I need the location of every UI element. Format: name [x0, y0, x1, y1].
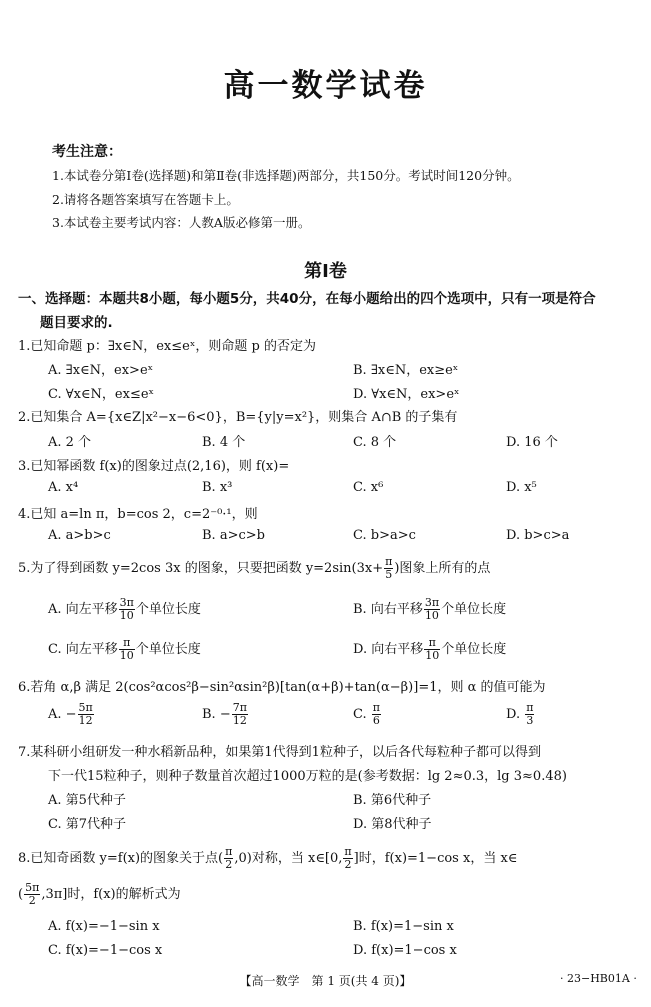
question-8-stem: 8.已知奇函数 y=f(x)的图象关于点( $\frac{\pi}{2}$ ,0)对称，当 x∈[0, $\frac{\pi}{2}$ ]时，f(x)=1−cos x，当 x∈ — [18, 845, 518, 871]
q2-option-c: C. 8 个 — [353, 435, 397, 450]
q6-option-b: B. − $\frac{7\pi}{12}$ — [202, 701, 247, 727]
question-1-stem: 1.已知命题 p：∃x∈N，ex≤eˣ，则命题 p 的否定为 — [18, 339, 316, 354]
q5-option-b: B. 向右平移 $\frac{3\pi}{10}$ 个单位长度 — [353, 596, 507, 622]
exam-code: · 23−HB01A · — [560, 972, 637, 985]
q6-option-a: A. − $\frac{5\pi}{12}$ — [48, 701, 93, 727]
q7-option-b: B. 第6代种子 — [353, 793, 432, 808]
q6-option-c: C. $\frac{\pi}{6}$ — [353, 701, 380, 727]
q8-option-c: C. f(x)=−1−cos x — [48, 943, 163, 958]
q4-option-d: D. b>c>a — [506, 528, 570, 543]
q2-option-b: B. 4 个 — [202, 435, 246, 450]
q3-option-d: D. x⁵ — [506, 480, 537, 495]
q1-option-a: A. ∃x∈N，ex>eˣ — [48, 363, 154, 378]
q8-option-a: A. f(x)=−1−sin x — [48, 919, 160, 934]
notice-heading: 考生注意： — [52, 144, 122, 160]
question-8-stem-cont: ( $\frac{5\pi}{2}$ ,3π]时，f(x)的解析式为 — [18, 881, 181, 907]
q3-option-c: C. x⁶ — [353, 480, 384, 495]
q6-option-d: D. $\frac{\pi}{3}$ — [506, 701, 534, 727]
question-2-stem: 2.已知集合 A={x∈Z|x²−x−6<0}，B={y|y=x²}，则集合 A∩B 的子集有 — [18, 410, 458, 425]
q8-option-d: D. f(x)=1−cos x — [353, 943, 457, 958]
q4-option-a: A. a>b>c — [48, 528, 111, 543]
page-footer: 【高一数学 第 1 页(共 4 页)】 — [239, 974, 412, 988]
q4-option-c: C. b>a>c — [353, 528, 416, 543]
q4-option-b: B. a>c>b — [202, 528, 265, 543]
q1-option-b: B. ∃x∈N，ex≥eˣ — [353, 363, 459, 378]
q1-option-d: D. ∀x∈N，ex>eˣ — [353, 387, 460, 402]
q3-option-a: A. x⁴ — [48, 480, 79, 495]
q7-option-d: D. 第8代种子 — [353, 817, 432, 832]
q2-option-d: D. 16 个 — [506, 435, 558, 450]
q7-option-a: A. 第5代种子 — [48, 793, 126, 808]
question-6-stem: 6.若角 α,β 满足 2(cos²αcos²β−sin²αsin²β)[tan(α+β)+tan(α−β)]=1，则 α 的值可能为 — [18, 680, 546, 695]
section-heading: 一、选择题：本题共8小题，每小题5分，共40分，在每小题给出的四个选项中，只有一项是符合 — [18, 291, 596, 307]
notice-item: 3.本试卷主要考试内容：人教A版必修第一册。 — [52, 215, 311, 230]
notice-item: 1.本试卷分第Ⅰ卷(选择题)和第Ⅱ卷(非选择题)两部分，共150分。考试时间120分钟。 — [52, 168, 520, 183]
notice-item: 2.请将各题答案填写在答题卡上。 — [52, 192, 239, 207]
q5-option-a: A. 向左平移 $\frac{3\pi}{10}$ 个单位长度 — [48, 596, 201, 622]
question-4-stem: 4.已知 a=ln π，b=cos 2，c=2⁻⁰·¹，则 — [18, 507, 258, 522]
q3-option-b: B. x³ — [202, 480, 233, 495]
part-title: 第Ⅰ卷 — [304, 261, 347, 282]
fraction: $\frac{\pi}{5}$ — [385, 555, 393, 581]
q1-option-c: C. ∀x∈N，ex≤eˣ — [48, 387, 155, 402]
page-title: 高一数学试卷 — [223, 68, 428, 104]
q5-option-d: D. 向右平移 $\frac{\pi}{10}$ 个单位长度 — [353, 636, 507, 662]
q5-option-c: C. 向左平移 $\frac{\pi}{10}$ 个单位长度 — [48, 636, 201, 662]
question-7-stem: 7.某科研小组研发一种水稻新品种，如果第1代得到1粒种子，以后各代每粒种子都可以得到 — [18, 745, 541, 760]
section-heading-cont: 题目要求的. — [40, 315, 113, 331]
question-7-stem-cont: 下一代15粒种子，则种子数量首次超过1000万粒的是(参考数据：lg 2≈0.3，lg 3≈0.48) — [48, 769, 567, 784]
question-5-stem: 5.为了得到函数 y=2cos 3x 的图象，只要把函数 y=2sin(3x+ $\frac{\pi}{5}$ )图象上所有的点 — [18, 555, 491, 581]
question-3-stem: 3.已知幂函数 f(x)的图象过点(2,16)，则 f(x)= — [18, 459, 290, 474]
q2-option-a: A. 2 个 — [48, 435, 92, 450]
q8-option-b: B. f(x)=1−sin x — [353, 919, 454, 934]
q7-option-c: C. 第7代种子 — [48, 817, 127, 832]
